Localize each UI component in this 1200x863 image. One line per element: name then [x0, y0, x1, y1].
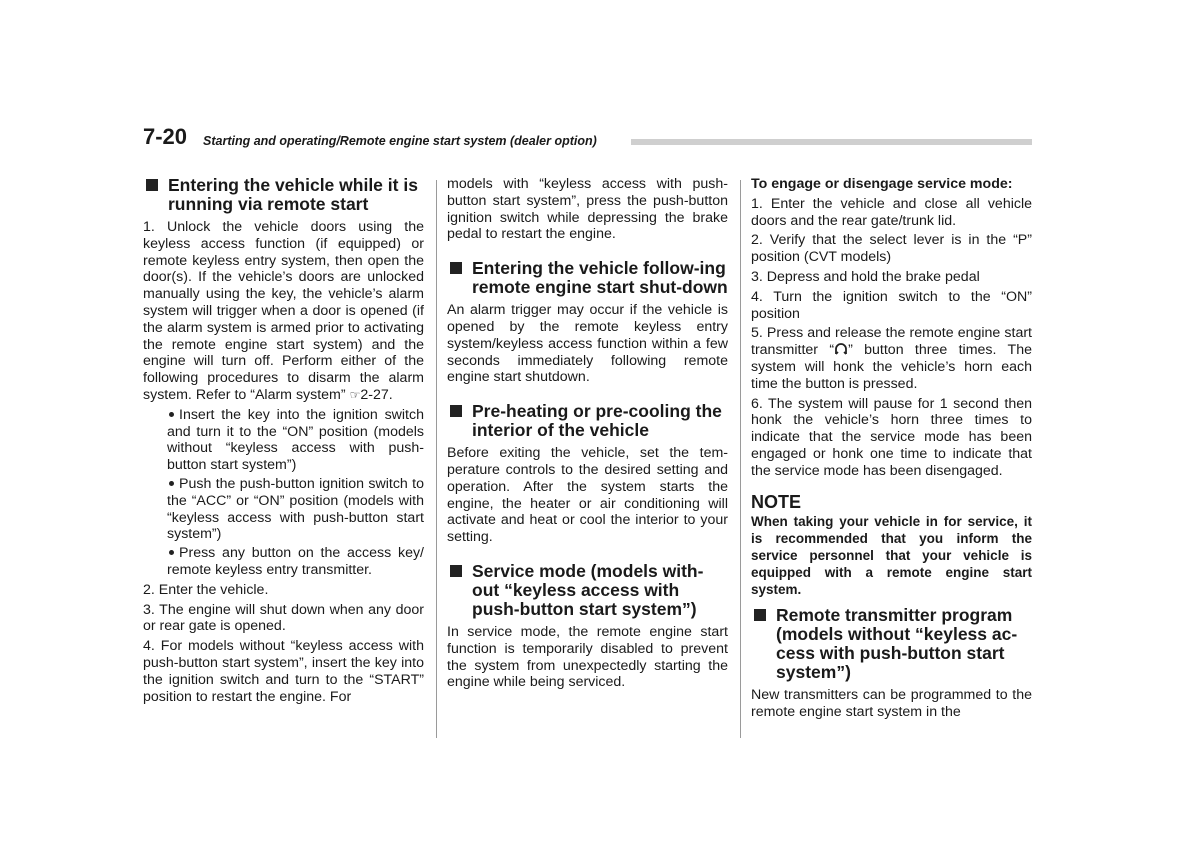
step-4: 4. For models without “keyless access with push-button start system”, insert the key into the ignition switch and turn to the “START” position to restart the engine. For — [143, 638, 424, 705]
section-square-icon — [754, 609, 766, 621]
section-heading-entering-running: Entering the vehicle while it is running via remote start — [143, 176, 424, 214]
remote-start-icon — [834, 343, 848, 355]
bullet-dot-icon — [169, 412, 174, 417]
column-2 — [447, 176, 728, 694]
paragraph-remote-transmitter: New transmitters can be programmed to the remote engine start system in the — [751, 687, 1032, 721]
step-3: 3. The engine will shut down when any door or rear gate is opened. — [143, 601, 424, 635]
paragraph-service-mode: In service mode, the remote engine start function is temporarily disabled to prevent the system from unexpectedly starting the engine while being serviced. — [447, 623, 728, 691]
service-step-1: 1. Enter the vehicle and close all vehicle doors and the rear gate/trunk lid. — [751, 195, 1032, 229]
column-1 — [143, 176, 424, 708]
section-heading-preheating: Pre-heating or pre-cooling the interior of the vehicle — [447, 402, 728, 440]
page-number: 7-20 — [143, 124, 188, 149]
reference-icon: ☞ — [349, 387, 361, 402]
section-square-icon — [450, 262, 462, 274]
step-2: 2. Enter the vehicle. — [143, 581, 269, 598]
column-divider-1 — [436, 180, 437, 738]
service-step-2: 2. Verify that the select lever is in the “P” position (CVT models) — [751, 232, 1032, 266]
bullet-dot-icon — [169, 550, 174, 555]
column-divider-2 — [740, 180, 741, 738]
header-rule — [631, 139, 1032, 145]
section-heading-service-mode: Service mode (models with-out “keyless access with push-button start system”) — [447, 562, 728, 619]
page-header — [143, 124, 1032, 154]
note-text: When taking your vehicle in for service, it is recommended that you inform the service personnel that your vehicle is equipped with a remote engine start system. — [751, 514, 1032, 597]
section-square-icon — [450, 405, 462, 417]
header-title: Starting and operating/Remote engine start system (dealer option) — [203, 134, 597, 148]
bullet-item: Insert the key into the ignition switch and turn it to the “ON” position (models without “keyless access with push-button start system”) — [167, 406, 424, 474]
service-step-3: 3. Depress and hold the brake pedal — [751, 268, 980, 285]
service-mode-subheading: To engage or disengage service mode: — [751, 176, 1013, 192]
bullet-list — [143, 407, 424, 579]
bullet-dot-icon — [169, 481, 174, 486]
step-1: 1. Unlock the vehicle doors using the keyless access function (if equipped) or remote keyless entry system, then open the door(s). If the vehicle’s doors are unlocked manually using the key, the vehicle’s alarm system will trigger when a door is opened (if the alarm system is armed prior to activating the remote engine start system) and the engine will turn off. Perform either of the following procedures to disarm the alarm system. Refer to “Alarm system” ☞2-27. — [143, 219, 424, 403]
paragraph-alarm-trigger: An alarm trigger may occur if the vehicle is opened by the remote keyless entry system/keyless access function within a few seconds immediately following remote engine start shutdown. — [447, 302, 728, 386]
section-square-icon — [450, 565, 462, 577]
service-step-4: 4. Turn the ignition switch to the “ON” position — [751, 288, 1032, 322]
reference-page: 2-27. — [360, 386, 393, 403]
section-square-icon — [146, 179, 158, 191]
service-step-5: 5. Press and release the remote engine start transmitter “ ” button three times. The system will honk the vehicle’s horn each time the button is pressed. — [751, 325, 1032, 392]
section-heading-remote-transmitter: Remote transmitter program (models without “keyless ac-cess with push-button start system”) — [751, 606, 1032, 682]
bullet-item: Press any button on the access key/ remote keyless entry transmitter. — [167, 545, 424, 578]
section-heading-following-shutdown: Entering the vehicle follow-ing remote engine start shut-down — [447, 259, 728, 297]
column-3 — [751, 176, 1032, 724]
service-step-6: 6. The system will pause for 1 second then honk the vehicle’s horn three times to indicate that the service mode has been engaged or honk one time to indicate that the service mode has been disengaged. — [751, 395, 1032, 479]
note-heading: NOTE — [751, 491, 802, 512]
paragraph-preheating: Before exiting the vehicle, set the tem-perature controls to the desired setting and operation. After the system starts the engine, the heater or air conditioning will activate and heat or cool the interior to your setting. — [447, 445, 728, 546]
bullet-item: Push the push-button ignition switch to the “ACC” or “ON” position (models with “keyless access with push-button start system”) — [167, 475, 424, 543]
continuation-text: models with “keyless access with push-button start system”, press the push-button ignition switch while depressing the brake pedal to restart the engine. — [447, 176, 728, 243]
